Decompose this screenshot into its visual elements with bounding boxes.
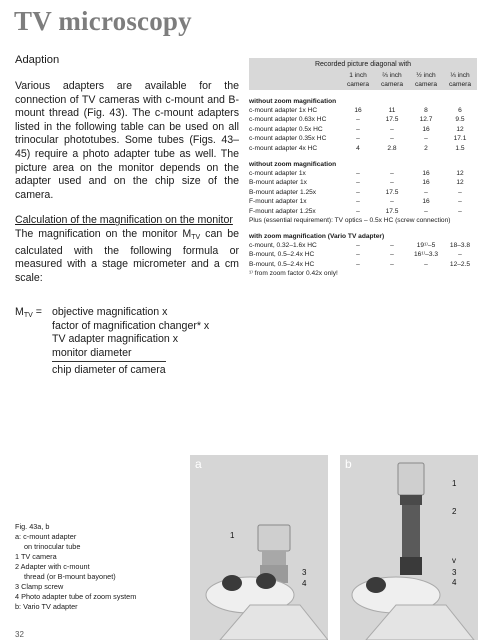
row-label: B-mount adapter 1.25x <box>249 188 317 196</box>
figure-caption <box>15 522 185 612</box>
row-label: B-mount, 0.5–2.4x HC <box>249 260 315 268</box>
figure-b-label: b <box>345 457 352 471</box>
table-cell: – <box>424 135 428 143</box>
row-label: c-mount adapter 0.35x HC <box>249 135 327 143</box>
row-label: B-mount, 0.5–2.4x HC <box>249 251 315 259</box>
table-row <box>249 250 477 259</box>
formula-line: TV adapter magnification x <box>52 333 179 346</box>
formula-lhs <box>15 306 42 323</box>
callout-b-1: 1 <box>452 479 457 488</box>
calc-subscript: TV <box>191 233 201 241</box>
table-cell: – <box>424 260 428 268</box>
row-label: c-mount adapter 0.63x HC <box>249 116 327 124</box>
table-row <box>249 197 477 206</box>
column-unit: camera <box>381 81 403 88</box>
table-row <box>249 134 477 143</box>
row-label: c-mount adapter 4x HC <box>249 144 318 152</box>
table-row <box>249 106 477 115</box>
microscope-a-image <box>190 455 328 640</box>
table-cell: 2 <box>424 144 428 152</box>
table-group-title: without zoom magnification <box>249 98 337 105</box>
formula-numerator: monitor diameter <box>52 346 132 359</box>
formula-line: factor of magnification changer* x <box>52 319 210 332</box>
table-cell: – <box>458 251 462 259</box>
table-cell: 16 <box>422 198 430 206</box>
callout-b-4: 4 <box>452 578 457 587</box>
table-cell: – <box>356 241 360 249</box>
table-cell: – <box>458 198 462 206</box>
table-cell: 12 <box>456 125 464 133</box>
table-cell: 17.5 <box>385 116 399 124</box>
calc-text-start: The magnification on the monitor M <box>15 227 192 240</box>
row-label: F-mount adapter 1.25x <box>249 207 316 215</box>
column-size: ⅔ inch <box>382 72 402 79</box>
table-cell: 12.7 <box>419 116 433 124</box>
page-number: 32 <box>15 630 24 639</box>
table-row <box>249 178 477 187</box>
table-cell: – <box>424 188 428 196</box>
column-unit: camera <box>415 81 437 88</box>
table-cell: 9.5 <box>455 116 465 124</box>
callout-b-2: 2 <box>452 507 457 516</box>
row-label: c-mount adapter 1x <box>249 169 306 177</box>
table-cell: – <box>390 251 394 259</box>
formula-denominator: chip diameter of camera <box>52 364 166 377</box>
table-cell: 17.5 <box>385 188 399 196</box>
table-cell: 12 <box>456 179 464 187</box>
section-heading: Adaption <box>15 54 60 66</box>
table-cell: – <box>356 179 360 187</box>
table-column-header <box>443 71 477 89</box>
figure-a-label: a <box>195 457 202 471</box>
callout-a-3: 3 <box>302 568 307 577</box>
caption-line: 2 Adapter with c-mount <box>15 562 90 571</box>
callout-a-4: 4 <box>302 579 307 588</box>
table-header <box>249 58 477 90</box>
table-group-title: with zoom magnification (Vario TV adapter) <box>249 232 385 240</box>
adapter-table <box>249 58 477 278</box>
table-column-header <box>409 71 443 89</box>
callout-a-1: 1 <box>230 531 235 540</box>
table-cell: 12–2.5 <box>449 260 471 268</box>
table-cell: 4 <box>356 144 360 152</box>
table-row <box>249 207 477 216</box>
caption-line: b: Vario TV adapter <box>15 602 78 611</box>
table-note: ¹⁾ from zoom factor 0.42x only! <box>249 270 338 278</box>
table-group-title: without zoom magnification <box>249 160 337 168</box>
caption-line: 3 Clamp screw <box>15 582 64 591</box>
table-cell: – <box>390 241 394 249</box>
table-cell: – <box>458 207 462 215</box>
table-cell: – <box>390 260 394 268</box>
formula-sub: TV <box>23 312 33 319</box>
table-cell: 16 <box>422 179 430 187</box>
table-cell: 18–3.8 <box>449 241 471 249</box>
table-row <box>249 115 477 124</box>
table-cell: 16¹⁾–3.3 <box>414 251 438 259</box>
table-cell: – <box>356 169 360 177</box>
column-size: ½ inch <box>416 72 436 79</box>
table-cell: – <box>458 188 462 196</box>
table-cell: – <box>356 135 360 143</box>
row-label: F-mount adapter 1x <box>249 198 307 206</box>
table-cell: – <box>390 198 394 206</box>
table-column-header <box>375 71 409 89</box>
table-column-header <box>341 71 375 89</box>
caption-title: Fig. 43a, b <box>15 522 50 531</box>
table-cell: – <box>356 260 360 268</box>
row-label: c-mount adapter 1x HC <box>249 107 318 114</box>
table-cell: 16 <box>354 107 362 114</box>
formula-rhs <box>52 306 252 378</box>
table-row <box>249 241 477 250</box>
table-cell: – <box>390 169 394 177</box>
table-row <box>249 144 477 153</box>
table-row <box>249 169 477 178</box>
table-note: Plus (essential requirement): TV optics – 0.5x HC (screw connection) <box>249 216 451 224</box>
calc-heading: Calculation of the magnification on the monitor <box>15 214 233 227</box>
column-unit: camera <box>347 81 369 88</box>
table-cell: – <box>356 116 360 124</box>
row-label: c-mount adapter 0.5x HC <box>249 125 323 133</box>
callout-b-3: 3 <box>452 568 457 577</box>
table-cell: 16 <box>422 169 430 177</box>
caption-line: 4 Photo adapter tube of zoom system <box>15 592 137 601</box>
table-cell: – <box>390 179 394 187</box>
caption-line: a: c-mount adapter <box>15 532 77 541</box>
table-cell: 19¹⁾–5 <box>416 241 436 249</box>
table-cell: 1.5 <box>455 144 465 152</box>
intro-paragraph: Various adapters are available for the connection of TV cameras with c-mount and B-mount thread (Fig. 43). The c-mount adapters listed in the following table can be used on all trinocular phototubes. Some tubes (Figs. 43–45) require a photo adapter tube as well. The picture area on the monitor depends on the adapter used and on the chip size of the camera. <box>15 80 239 201</box>
table-cell: 2.8 <box>387 144 397 152</box>
table-row <box>249 188 477 197</box>
calc-paragraph <box>15 228 239 285</box>
column-size: 1 inch <box>349 72 367 79</box>
column-unit: camera <box>449 81 471 88</box>
callout-b-v: v <box>452 556 456 565</box>
row-label: c-mount, 0.32–1.6x HC <box>249 241 317 249</box>
table-cell: – <box>356 188 360 196</box>
table-cell: 11 <box>388 107 396 114</box>
column-size: ⅓ inch <box>450 72 470 79</box>
table-cell: – <box>390 135 394 143</box>
table-cell: – <box>356 251 360 259</box>
table-cell: 12 <box>456 169 464 177</box>
left-column <box>15 54 239 285</box>
table-cell: 17.5 <box>385 207 399 215</box>
table-row <box>249 260 477 269</box>
table-cell: 17.1 <box>453 135 467 143</box>
table-cell: – <box>356 198 360 206</box>
microscope-b-image <box>340 455 478 640</box>
formula-line: objective magnification x <box>52 306 168 318</box>
table-row <box>249 125 477 134</box>
fraction-line <box>52 361 166 362</box>
figure-a-photo <box>190 455 328 640</box>
caption-line: on trinocular tube <box>24 542 81 551</box>
table-cell: – <box>356 207 360 215</box>
table-cell: – <box>424 207 428 215</box>
table-body <box>249 97 477 278</box>
formula-eq: = <box>32 306 42 318</box>
calc-text-end: can be calculated with the following formula or measured with a stage micrometer and a cm scale: <box>15 227 239 284</box>
table-cell: 16 <box>422 125 430 133</box>
page-title: TV microscopy <box>14 6 192 36</box>
formula-m: M <box>15 306 24 318</box>
caption-line: thread (or B-mount bayonet) <box>24 572 116 581</box>
table-cell: – <box>390 125 394 133</box>
figure-b-photo <box>340 455 478 640</box>
row-label: B-mount adapter 1x <box>249 179 307 187</box>
table-cell: – <box>356 125 360 133</box>
caption-line: 1 TV camera <box>15 552 57 561</box>
table-cell: 8 <box>424 107 428 114</box>
table-cell: 6 <box>458 107 462 114</box>
table-header-title: Recorded picture diagonal with <box>314 61 412 68</box>
